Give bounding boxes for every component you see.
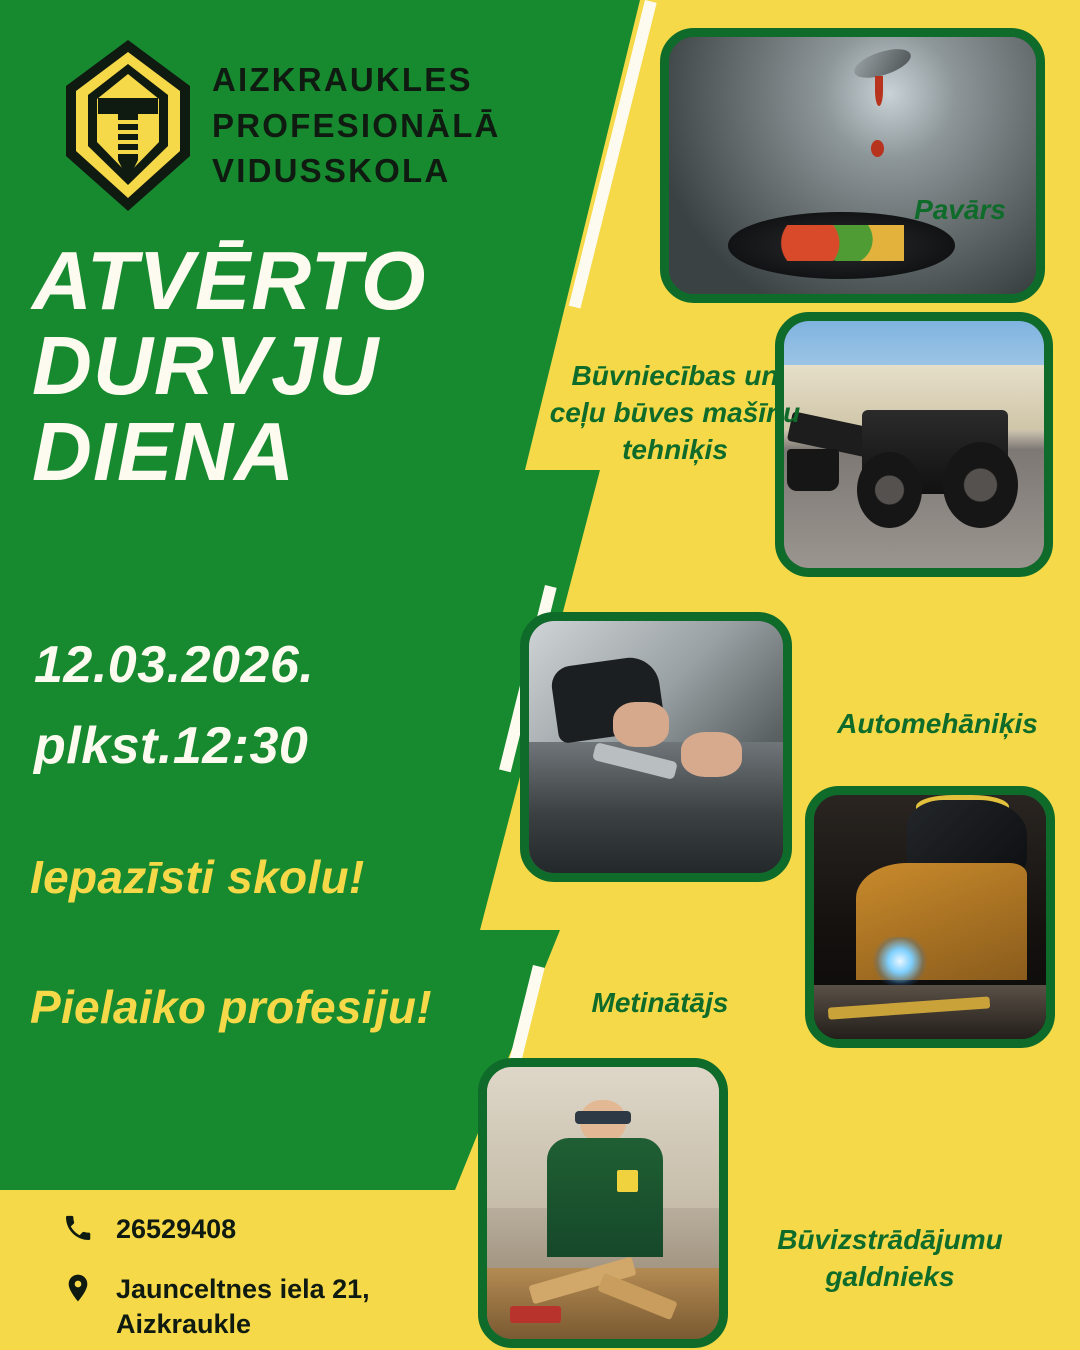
profession-label-carpenter: Būvizstrādājumu galdnieks: [777, 1224, 1003, 1292]
school-name-line-2: PROFESIONĀLĀ: [212, 106, 501, 144]
slogan-secondary: Pielaiko profesiju!: [30, 981, 432, 1033]
address-line-2: Aizkraukle: [116, 1308, 252, 1339]
profession-label-auto-mechanic: Automehāniķis: [837, 708, 1038, 739]
photo-card-carpenter: [478, 1058, 728, 1348]
welder-at-work-photo: [814, 795, 1046, 1039]
event-date: 12.03.2026.: [34, 636, 315, 694]
location-pin-icon: [62, 1272, 94, 1304]
event-datetime: [34, 625, 534, 786]
contact-address: [62, 1272, 370, 1341]
profession-label-machinery: Būvniecības un ceļu būves mašīnu tehniķis: [549, 360, 801, 465]
profession-label-chef: Pavārs: [914, 194, 1006, 225]
school-name-line-1: AIZKRAUKLES: [212, 61, 473, 99]
headline-line-2: DURVJU: [32, 319, 380, 413]
school-logo: [62, 38, 501, 213]
slogan-primary: Iepazīsti skolu!: [30, 851, 365, 903]
photo-card-auto-mechanic: [520, 612, 792, 882]
phone-number: 26529408: [116, 1214, 237, 1244]
photo-card-chef: [660, 28, 1045, 303]
excavator-loader-photo: [784, 321, 1044, 568]
school-name: [212, 57, 501, 194]
car-engine-repair-photo: [529, 621, 783, 873]
address-line-1: Jaunceltnes iela 21,: [116, 1274, 370, 1304]
photo-card-welder: [805, 786, 1055, 1048]
page-title: [32, 234, 562, 498]
chef-plating-food-photo: [669, 37, 1036, 294]
profession-label-welder: Metinātājs: [591, 987, 729, 1018]
address-text: [116, 1272, 370, 1341]
school-name-line-3: VIDUSSKOLA: [212, 152, 451, 190]
carpentry-student-photo: [487, 1067, 719, 1339]
phone-icon: [62, 1212, 94, 1244]
headline-line-3: DIENA: [32, 404, 296, 498]
contact-phone: [62, 1212, 236, 1247]
photo-card-machinery: [775, 312, 1053, 577]
school-emblem-icon: [62, 38, 194, 213]
headline-line-1: ATVĒRTO: [32, 234, 427, 327]
event-time: plkst.12:30: [34, 716, 309, 775]
